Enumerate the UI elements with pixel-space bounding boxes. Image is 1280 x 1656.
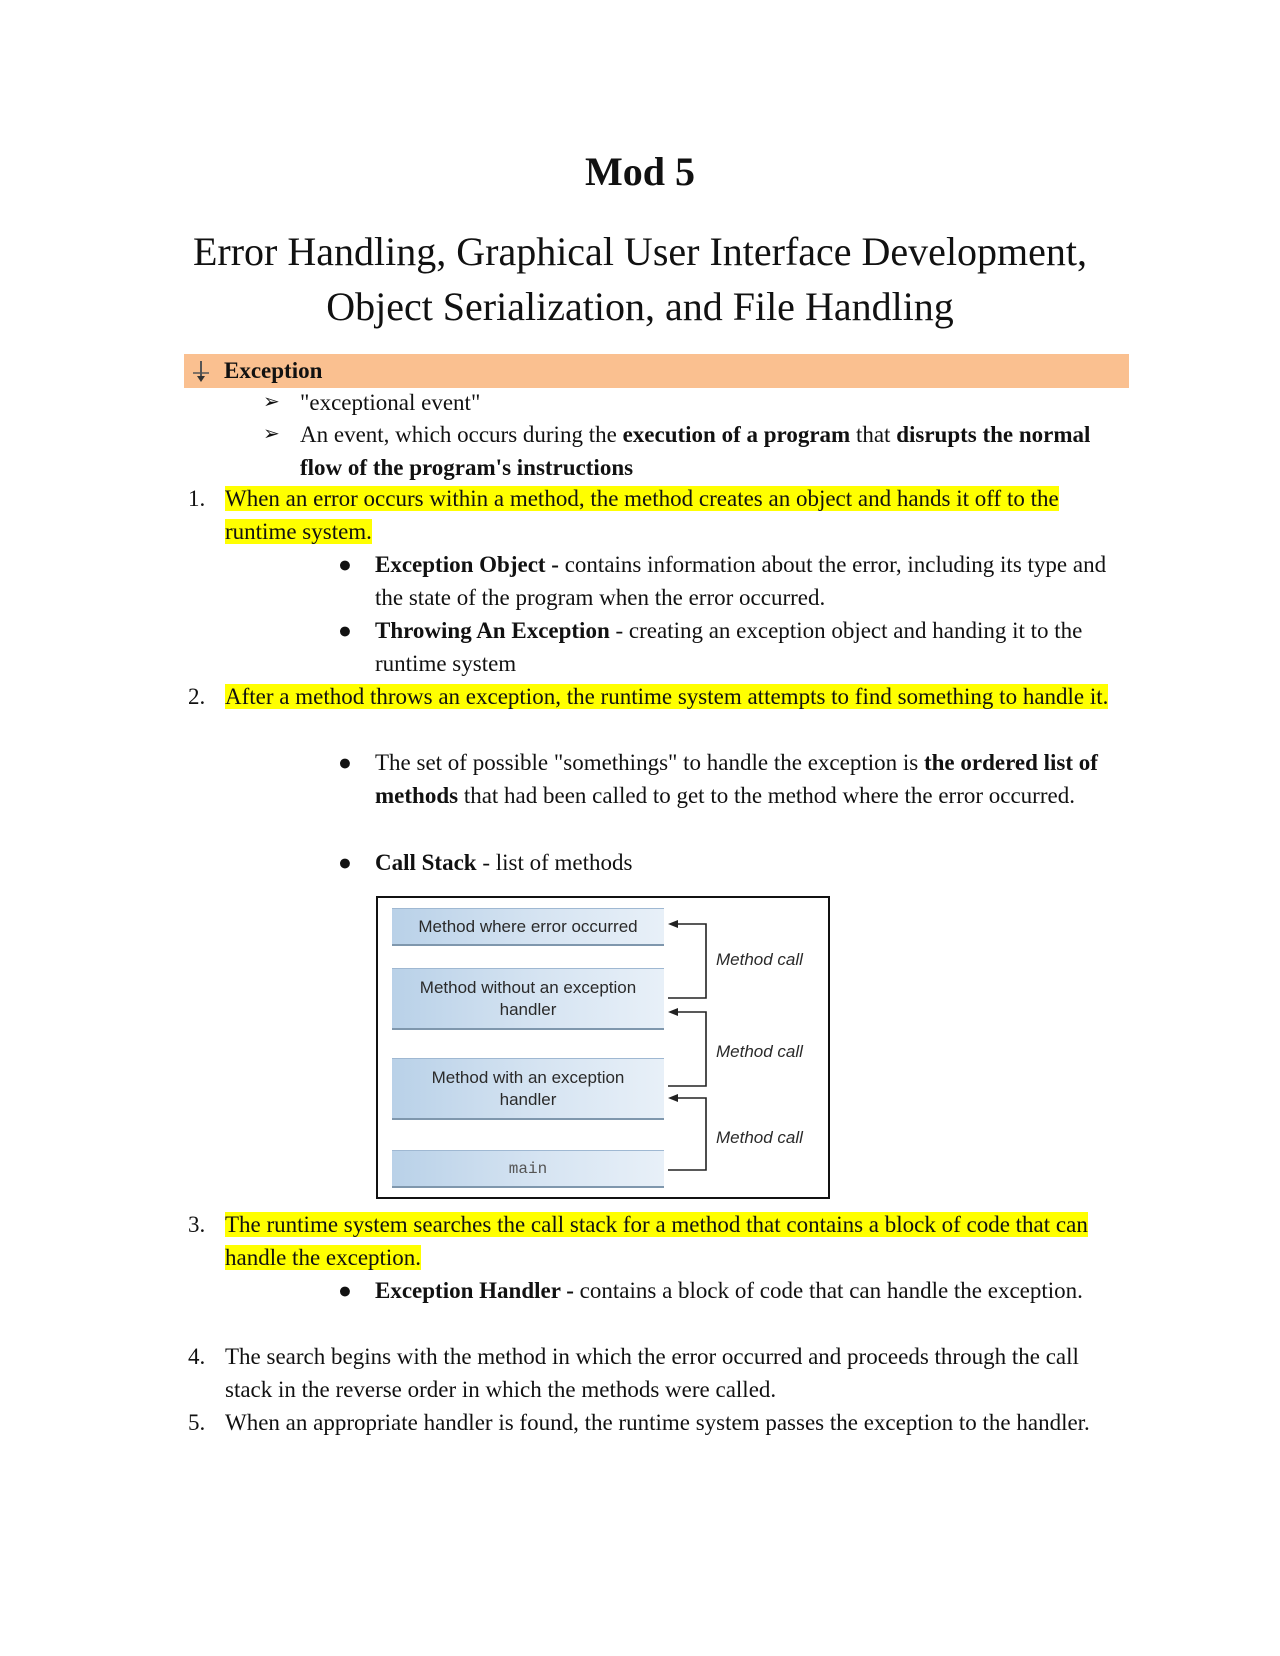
highlighted-text: When an error occurs within a method, the method creates an object and hands it off to the runtime system. — [225, 486, 1059, 544]
arrow-left-icon — [668, 1094, 678, 1102]
numbered-step-2 — [188, 680, 1128, 713]
bullet-item: ● Exception Handler - contains a block of code that can handle the exception. — [338, 1274, 1118, 1307]
bullet-dot-icon: ● — [338, 618, 352, 643]
section-title: Exception — [224, 358, 323, 383]
bullet-dot-icon: ● — [338, 1278, 352, 1303]
bullet-dot-icon: ● — [338, 750, 352, 775]
step-number: 3. — [188, 1212, 206, 1237]
stack-frame: Method with an exception handler — [392, 1058, 664, 1120]
call-label: Method call — [716, 1042, 803, 1061]
bullet-item: ● Call Stack - list of methods — [338, 846, 1118, 879]
step-number: 2. — [188, 684, 206, 709]
stack-frame: Method where error occurred — [392, 908, 664, 946]
bullet-item: ● The set of possible "somethings" to handle the exception is the ordered list of methods that had been called to get to the method where the error occurred. — [338, 746, 1118, 812]
arrow-left-icon — [668, 1008, 678, 1016]
stack-frame: main — [392, 1150, 664, 1188]
step-number: 1. — [188, 486, 206, 511]
call-stack-diagram — [376, 896, 830, 1199]
subtitle-line-1: Error Handling, Graphical User Interface Development, — [192, 229, 1088, 274]
step-number: 4. — [188, 1344, 206, 1369]
arrow-bullet-icon: ➢ — [263, 391, 280, 413]
numbered-step-1 — [188, 482, 1128, 548]
bullet-dot-icon: ● — [338, 552, 352, 577]
bullet-item: ● Throwing An Exception - creating an exception object and handing it to the runtime system — [338, 614, 1118, 680]
arrow-left-icon — [668, 920, 678, 928]
highlighted-text: After a method throws an exception, the runtime system attempts to find something to handle it. — [225, 684, 1109, 709]
numbered-step-5: 5. When an appropriate handler is found, the runtime system passes the exception to the handler. — [188, 1406, 1128, 1439]
highlighted-text: The runtime system searches the call stack for a method that contains a block of code that can handle the exception. — [225, 1212, 1088, 1270]
call-label: Method call — [716, 1128, 803, 1147]
arrow-bullet-icon: ➢ — [263, 423, 280, 445]
numbered-step-4: 4. The search begins with the method in which the error occurred and proceeds through the call stack in the reverse order in which the methods were called. — [188, 1340, 1128, 1406]
subtitle-line-2: Object Serialization, and File Handling — [326, 284, 954, 329]
bullet-item: ● Exception Object - contains information about the error, including its type and the state of the program when the error occurred. — [338, 548, 1118, 614]
page-subtitle — [140, 224, 1140, 334]
arrow-list-item: ➢ An event, which occurs during the execution of a program that disrupts the normal flow of the program's instructions — [263, 418, 1123, 484]
bullet-dot-icon: ● — [338, 850, 352, 875]
section-header-exception — [184, 354, 1129, 388]
stack-frame: Method without an exception handler — [392, 968, 664, 1030]
step-number: 5. — [188, 1410, 206, 1435]
call-label: Method call — [716, 950, 803, 969]
numbered-step-3 — [188, 1208, 1128, 1274]
arrow-list-item: ➢ "exceptional event" — [263, 386, 1123, 419]
page-title: Mod 5 — [585, 149, 695, 194]
arrow-down-icon — [188, 358, 214, 384]
